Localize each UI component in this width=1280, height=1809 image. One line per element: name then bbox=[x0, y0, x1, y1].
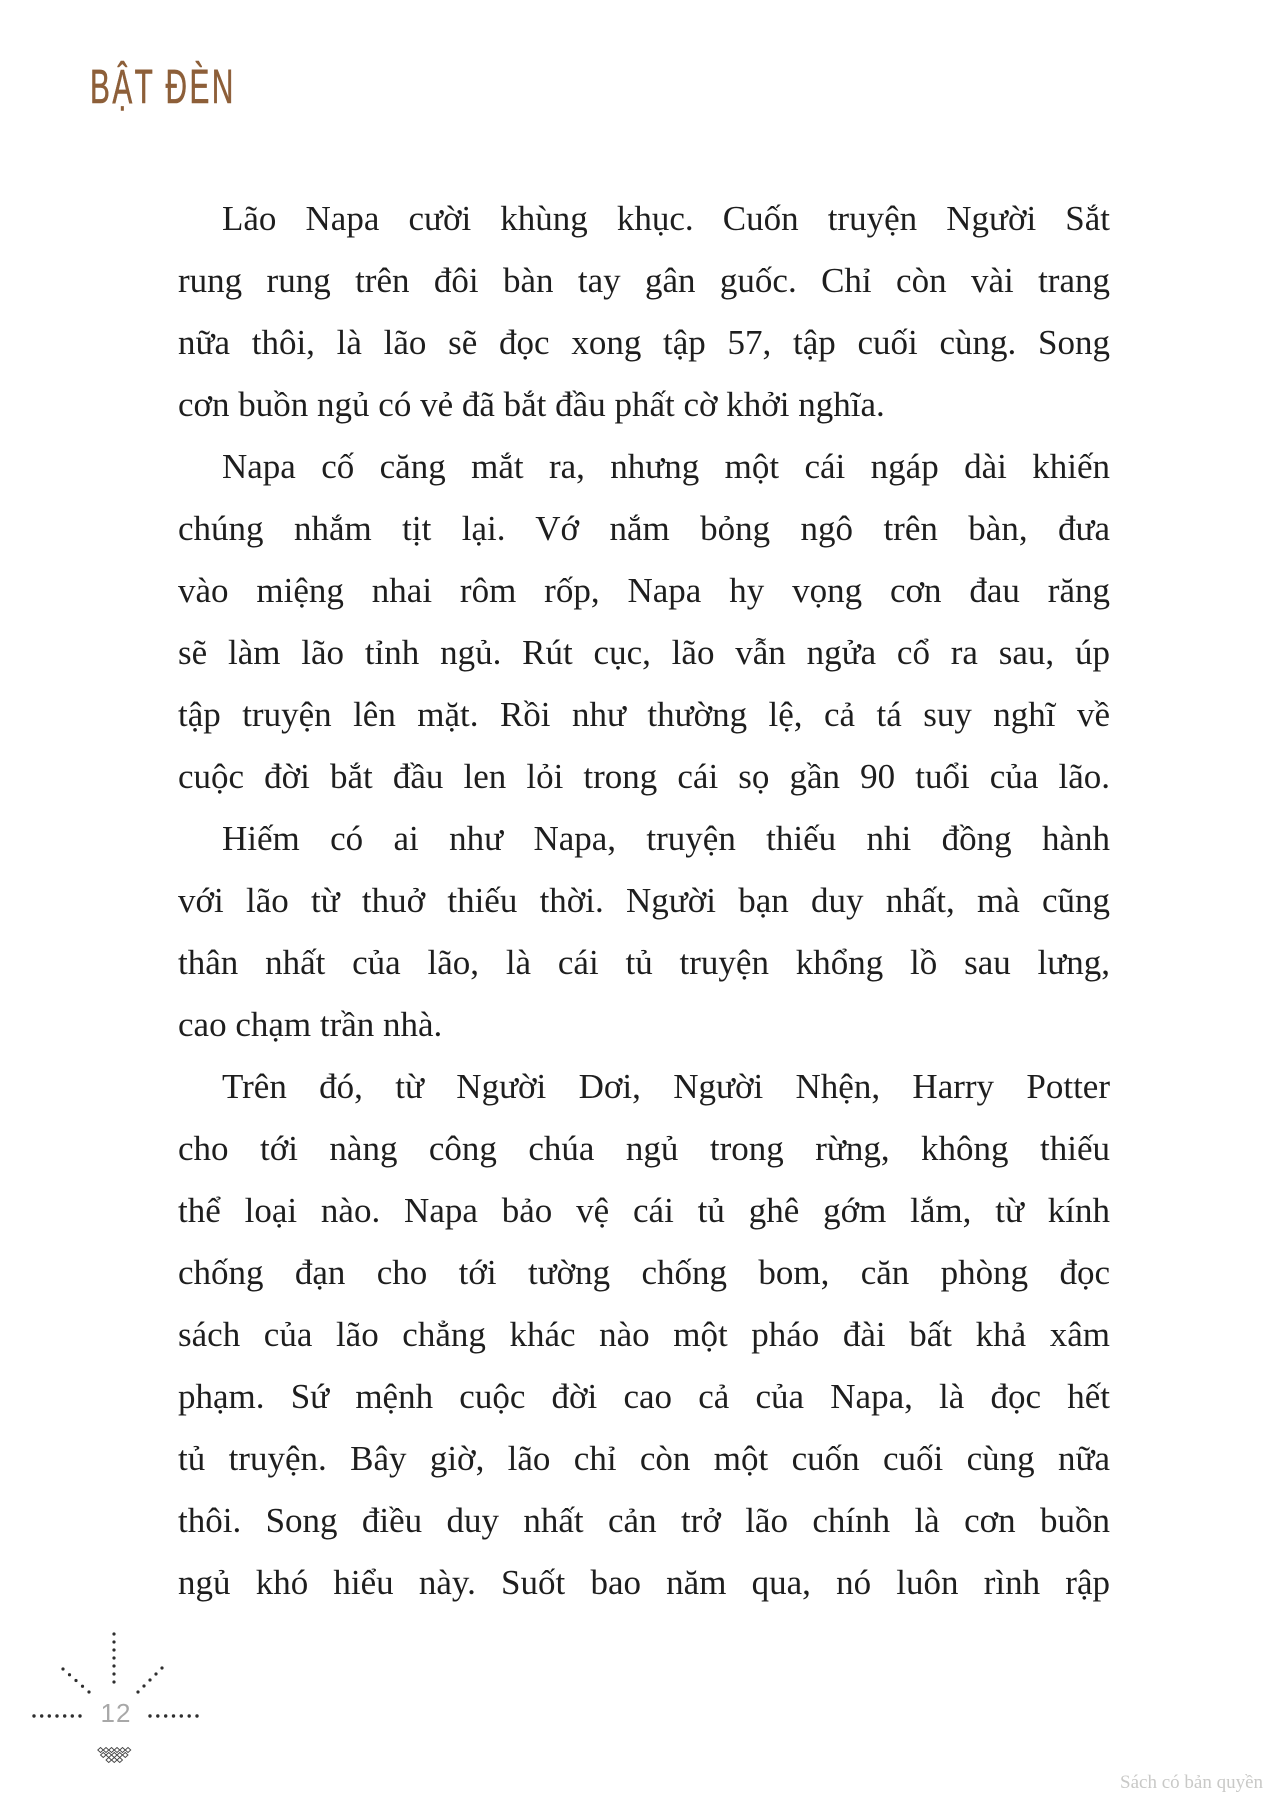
text-line: cho tới nàng công chúa ngủ trong rừng, không thiếu bbox=[178, 1129, 1110, 1168]
dotted-rays-icon bbox=[61, 1632, 163, 1693]
text-line: sẽ làm lão tỉnh ngủ. Rút cục, lão vẫn ngửa cổ ra sau, úp bbox=[178, 633, 1110, 672]
text-line: tập truyện lên mặt. Rồi như thường lệ, cả tá suy nghĩ về bbox=[178, 695, 1110, 734]
text-line: rung rung trên đôi bàn tay gân guốc. Chỉ còn vài trang bbox=[178, 261, 1110, 300]
text-line: với lão từ thuở thiếu thời. Người bạn duy nhất, mà cũng bbox=[178, 881, 1110, 920]
text-line: phạm. Sứ mệnh cuộc đời cao cả của Napa, là đọc hết bbox=[178, 1377, 1110, 1416]
text-line: chúng nhắm tịt lại. Vớ nắm bỏng ngô trên bàn, đưa bbox=[178, 509, 1110, 548]
text-line: thể loại nào. Napa bảo vệ cái tủ ghê gớm lắm, từ kính bbox=[178, 1191, 1110, 1230]
text-line: Napa cố căng mắt ra, nhưng một cái ngáp dài khiến bbox=[222, 447, 1110, 486]
chapter-title: BẬT ĐÈN bbox=[90, 61, 236, 114]
text-line: Hiếm có ai như Napa, truyện thiếu nhi đồng hành bbox=[222, 819, 1110, 858]
text-line: thôi. Song điều duy nhất cản trở lão chính là cơn buồn bbox=[178, 1501, 1110, 1540]
text-line: sách của lão chẳng khác nào một pháo đài bất khả xâm bbox=[178, 1315, 1110, 1354]
copyright-watermark: Sách có bản quyền bbox=[1120, 1772, 1263, 1793]
text-line: Lão Napa cười khùng khục. Cuốn truyện Người Sắt bbox=[222, 199, 1110, 238]
text-line: cuộc đời bắt đầu len lỏi trong cái sọ gần 90 tuổi của lão. bbox=[178, 757, 1110, 796]
text-line: Trên đó, từ Người Dơi, Người Nhện, Harry Potter bbox=[222, 1067, 1110, 1106]
text-block bbox=[178, 188, 1110, 1614]
text-line: thân nhất của lão, là cái tủ truyện khổng lồ sau lưng, bbox=[178, 943, 1110, 982]
diamond-lattice-icon bbox=[98, 1748, 131, 1763]
text-line: cơn buồn ngủ có vẻ đã bắt đầu phất cờ khởi nghĩa. bbox=[178, 385, 885, 424]
page-number: 12 bbox=[100, 1698, 132, 1728]
text-line: ngủ khó hiểu này. Suốt bao năm qua, nó luôn rình rập bbox=[178, 1563, 1110, 1602]
text-line: cao chạm trần nhà. bbox=[178, 1005, 443, 1044]
text-line: chống đạn cho tới tường chống bom, căn phòng đọc bbox=[178, 1253, 1110, 1292]
text-line: tủ truyện. Bây giờ, lão chỉ còn một cuốn cuối cùng nữa bbox=[178, 1439, 1110, 1478]
text-line: vào miệng nhai rôm rốp, Napa hy vọng cơn đau răng bbox=[178, 571, 1110, 610]
text-line: nữa thôi, là lão sẽ đọc xong tập 57, tập cuối cùng. Song bbox=[178, 323, 1110, 362]
